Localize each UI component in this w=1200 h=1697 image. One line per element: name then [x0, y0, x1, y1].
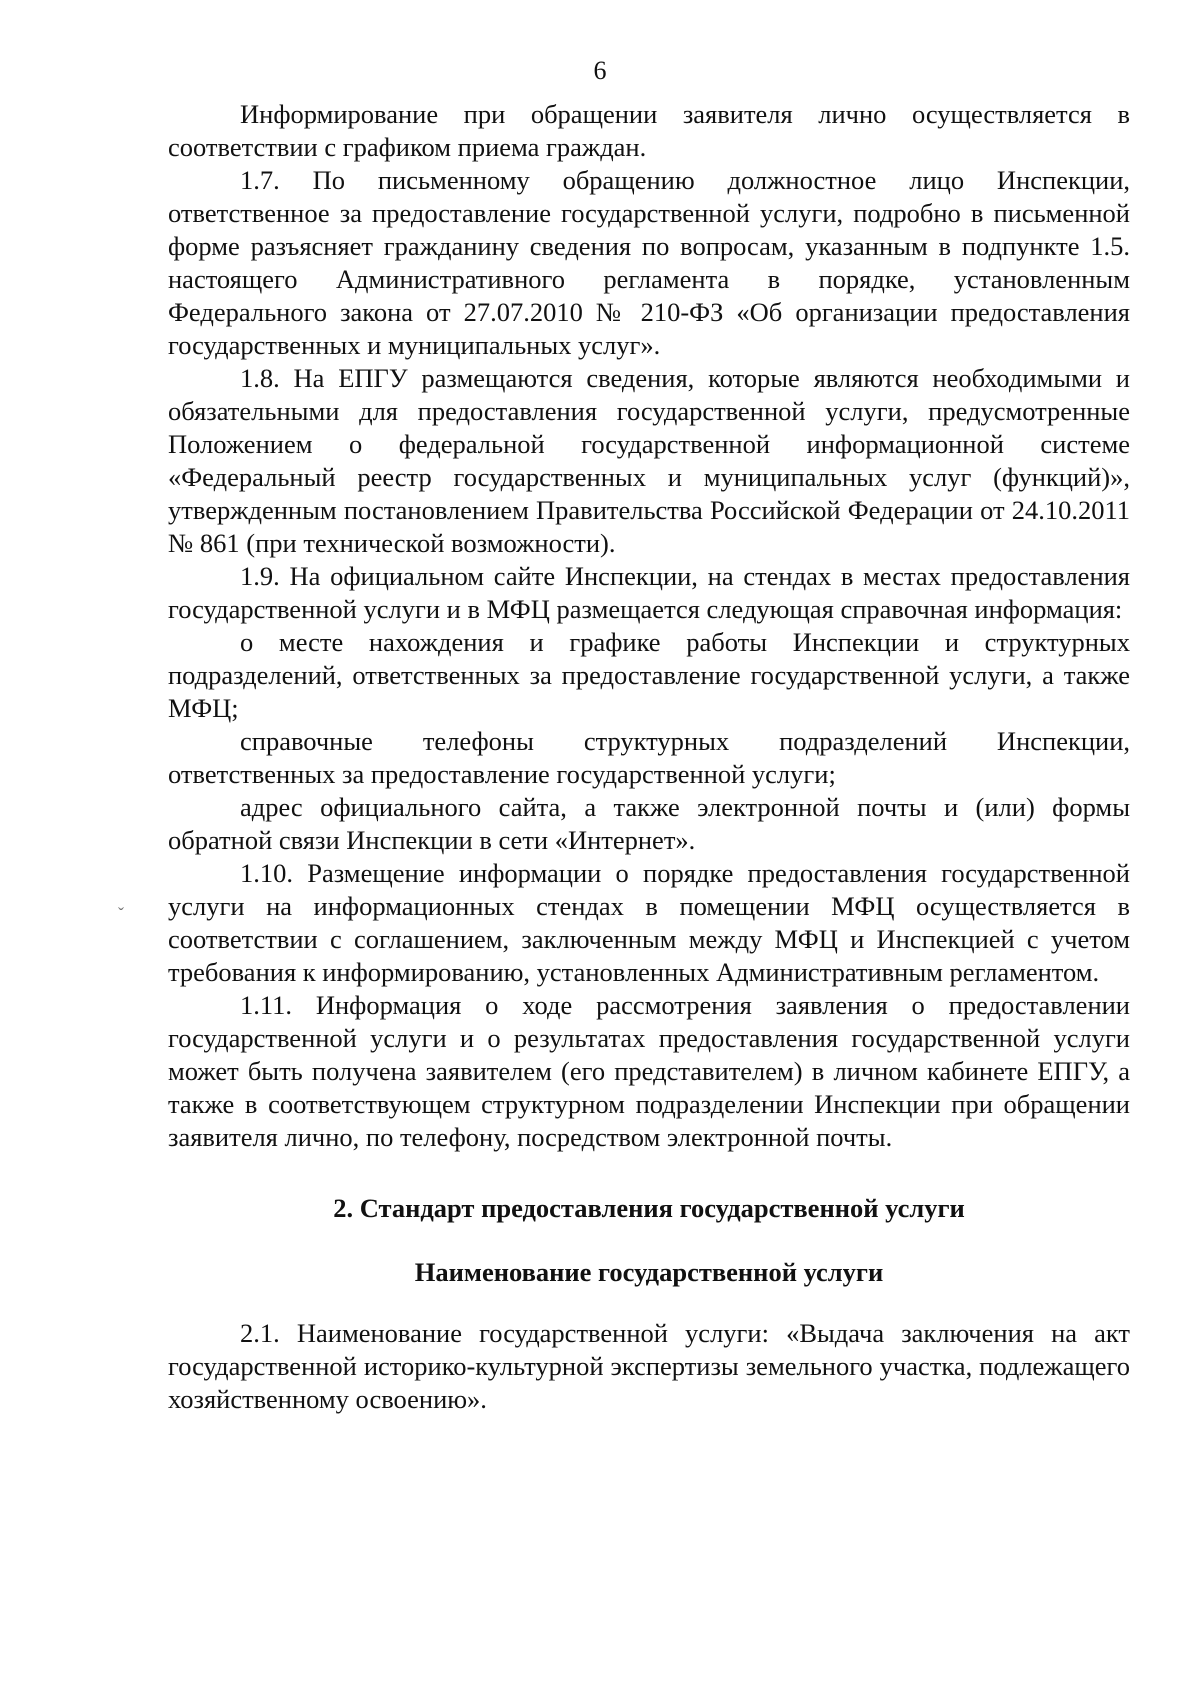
paragraph-location-info: о месте нахождения и графике работы Инспекции и структурных подразделений, ответственных за предоставление государственной услуги, а также МФЦ;	[168, 627, 1130, 723]
paragraph-2-1: 2.1. Наименование государственной услуги: «Выдача заключения на акт государственной историко-культурной экспертизы земельного участка, подлежащего хозяйственному освоению».	[168, 1318, 1130, 1414]
paragraph-1-9: 1.9. На официальном сайте Инспекции, на стендах в местах предоставления государственной услуги и в МФЦ размещается следующая справочная информация:	[168, 561, 1130, 624]
paragraph-1-10: 1.10. Размещение информации о порядке предоставления государственной услуги на информационных стендах в помещении МФЦ осуществляется в соответствии с соглашением, заключенным между МФЦ и Инспекцией с учетом требования к информированию, установленных Административным регламентом.	[168, 858, 1130, 987]
margin-mark: ˇ	[118, 904, 124, 924]
subsection-heading: Наименование государственной услуги	[414, 1257, 884, 1287]
section-heading: 2. Стандарт предоставления государственной услуги	[333, 1193, 965, 1223]
paragraph-phone-info: справочные телефоны структурных подразделений Инспекции, ответственных за предоставление государственной услуги;	[168, 726, 1130, 789]
paragraph-1-7: 1.7. По письменному обращению должностное лицо Инспекции, ответственное за предоставление государственной услуги, подробно в письменной форме разъясняет гражданину сведения по вопросам, указанным в подпункте 1.5. настоящего Административного регламента в порядке, установленным Федерального закона от 27.07.2010 № 210-ФЗ «Об организации предоставления государственных и муниципальных услуг».	[168, 165, 1130, 360]
paragraph-1-8: 1.8. На ЕПГУ размещаются сведения, которые являются необходимыми и обязательными для предоставления государственной услуги, предусмотренные Положением о федеральной государственной информационной системе «Федеральный реестр государственных и муниципальных услуг (функций)», утвержденным постановлением Правительства Российской Федерации от 24.10.2011 № 861 (при технической возможности).	[168, 363, 1130, 558]
page-number: 6	[593, 56, 607, 85]
document-body	[168, 98, 1130, 1416]
paragraph-1-11: 1.11. Информация о ходе рассмотрения заявления о предоставлении государственной услуги и о результатах предоставления государственной услуги может быть получена заявителем (его представителем) в личном кабинете ЕПГУ, а также в соответствующем структурном подразделении Инспекции при обращении заявителя лично, по телефону, посредством электронной почты.	[168, 990, 1130, 1152]
paragraph-website-info: адрес официального сайта, а также электронной почты и (или) формы обратной связи Инспекции в сети «Интернет».	[168, 792, 1130, 855]
paragraph-informing-schedule: Информирование при обращении заявителя лично осуществляется в соответствии с графиком приема граждан.	[168, 99, 1130, 162]
